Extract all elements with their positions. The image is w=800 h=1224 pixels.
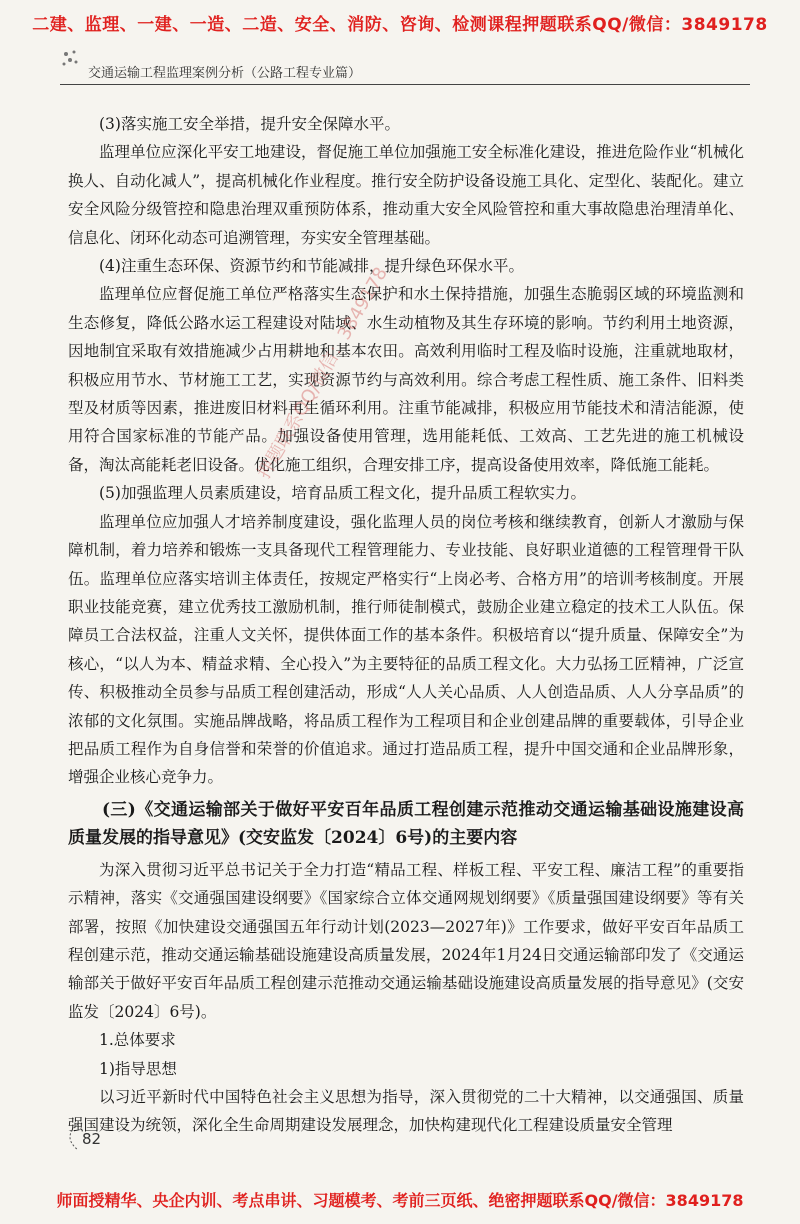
top-banner: 二建、监理、一建、一造、二造、安全、消防、咨询、检测课程押题联系QQ/微信：3849178 xyxy=(32,15,768,35)
paragraph-heading-3: (3)落实施工安全举措，提升安全保障水平。 xyxy=(99,115,400,133)
paragraph: 监理单位应深化平安工地建设，督促施工单位加强施工安全标准化建设，推进危险作业“机械化换人、自动化减人”，提高机械化作业程度。推行安全防护设备设施工具化、定型化、装配化。建立安全风险分级管控和隐患治理双重预防体系，推动重大安全风险管控和重大事故隐患治理清单化、信息化、闭环化动态可追溯管理，夯实安全管理基础。 xyxy=(68,143,744,247)
header-rule xyxy=(60,84,750,85)
paragraph: 监理单位应督促施工单位严格落实生态保护和水土保持措施，加强生态脆弱区域的环境监测和生态修复，降低公路水运工程建设对陆域、水生动植物及其生存环境的影响。节约利用土地资源，因地制宜采取有效措施减少占用耕地和基本农田。高效利用临时工程及临时设施，注重就地取材，积极应用节水、节材施工工艺，实现资源节约与高效利用。综合考虑工程性质、施工条件、旧料类型及材质等因素，推进废旧材料再生循环利用。注重节能减排，积极应用节能技术和清洁能源，使用符合国家标准的节能产品。加强设备使用管理，选用能耗低、工效高、工艺先进的施工机械设备，淘汰高能耗老旧设备。优化施工组织，合理安排工序，提高设备使用效率，降低施工能耗。 xyxy=(68,285,744,474)
page-content xyxy=(68,110,744,1140)
paragraph: 监理单位应加强人才培养制度建设，强化监理人员的岗位考核和继续教育，创新人才激励与保障机制，着力培养和锻炼一支具备现代工程管理能力、专业技能、良好职业道德的工程管理骨干队伍。监理单位应落实培训主体责任，按规定严格实行“上岗必考、合格方用”的培训考核制度。开展职业技能竞赛，建立优秀技工激励机制，推行师徒制模式，鼓励企业建立稳定的技术工人队伍。保障员工合法权益，注重人文关怀，提供体面工作的基本条件。积极培育以“提升质量、保障安全”为核心，“以人为本、精益求精、全心投入”为主要特征的品质工程文化。大力弘扬工匠精神，广泛宣传、积极推动全员参与品质工程创建活动，形成“人人关心品质、人人创造品质、人人分享品质”的浓郁的文化氛围。实施品牌战略，将品质工程作为工程项目和企业创建品牌的重要载体，引导企业把品质工程作为自身信誉和荣誉的价值追求。通过打造品质工程，提升中国交通和企业品牌形象，增强企业核心竞争力。 xyxy=(68,512,744,787)
page-number-ornament-icon xyxy=(60,1122,80,1152)
paragraph-heading-4: (4)注重生态环保、资源节约和节能减排，提升绿色环保水平。 xyxy=(99,257,524,276)
subheading-general-requirements: 1.总体要求 xyxy=(99,1031,176,1050)
subheading-guiding-thought: 1)指导思想 xyxy=(99,1059,177,1078)
section-heading: (三)《交通运输部关于做好平安百年品质工程创建示范推动交通运输基础设施建设高质量发展的指导意见》(交安监发〔2024〕6号)的主要内容 xyxy=(68,799,744,848)
page-number-value: 82 xyxy=(82,1130,102,1148)
book-logo-icon xyxy=(60,48,82,70)
bottom-banner: 师面授精华、央企内训、考点串讲、习题模考、考前三页纸、绝密押题联系QQ/微信：3849178 xyxy=(56,1191,744,1210)
paragraph: 以习近平新时代中国特色社会主义思想为指导，深入贯彻党的二十大精神，以交通强国、质量强国建设为统领，深化全生命周期建设发展理念，加快构建现代化工程建设质量安全管理 xyxy=(68,1088,744,1135)
watermark: 押题联系QQ/微信：3849178 xyxy=(253,263,392,483)
page-number xyxy=(60,1128,120,1154)
running-head-title: 交通运输工程监理案例分析（公路工程专业篇） xyxy=(88,66,362,81)
paragraph-heading-5: (5)加强监理人员素质建设，培育品质工程文化，提升品质工程软实力。 xyxy=(99,484,586,503)
paragraph: 为深入贯彻习近平总书记关于全力打造“精品工程、样板工程、平安工程、廉洁工程”的重要指示精神，落实《交通强国建设纲要》《国家综合立体交通网规划纲要》《质量强国建设纲要》等有关部署，按照《加快建设交通强国五年行动计划(2023—2027年)》工作要求，做好平安百年品质工程创建示范，推动交通运输基础设施建设高质量发展，2024年1月24日交通运输部印发了《交通运输部关于做好平安百年品质工程创建示范推动交通运输基础设施建设高质量发展的指导意见》(交安监发〔2024〕6号)。 xyxy=(68,860,744,1021)
